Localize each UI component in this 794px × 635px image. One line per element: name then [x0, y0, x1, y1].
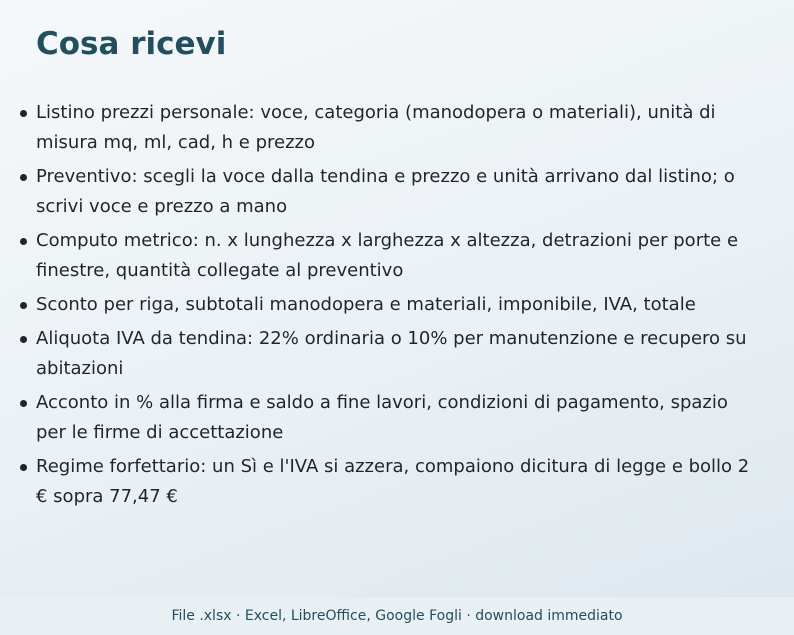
feature-list — [0, 98, 760, 516]
list-item — [0, 98, 760, 158]
bullet-icon — [20, 238, 27, 245]
list-item-text: Sconto per riga, subtotali manodopera e materiali, imponibile, IVA, totale — [36, 294, 696, 315]
list-item — [0, 324, 760, 384]
list-item-text: Acconto in % alla firma e saldo a fine lavori, condizioni di pagamento, spazio per le firme di accettazione — [36, 392, 728, 443]
list-item-text: Regime forfettario: un Sì e l'IVA si azzera, compaiono dicitura di legge e bollo 2 € sopra 77,47 € — [36, 456, 750, 507]
bullet-icon — [20, 464, 27, 471]
list-item-text: Preventivo: scegli la voce dalla tendina e prezzo e unità arrivano dal listino; o scrivi voce e prezzo a mano — [36, 166, 735, 217]
list-item — [0, 162, 760, 222]
bullet-icon — [20, 302, 27, 309]
list-item-text: Aliquota IVA da tendina: 22% ordinaria o 10% per manutenzione e recupero su abitazioni — [36, 328, 747, 379]
list-item-text: Computo metrico: n. x lunghezza x larghezza x altezza, detrazioni per porte e finestre, quantità collegate al preventivo — [36, 230, 739, 281]
page-title: Cosa ricevi — [36, 26, 227, 62]
list-item-text: Listino prezzi personale: voce, categoria (manodopera o materiali), unità di misura mq, ml, cad, h e prezzo — [36, 102, 716, 153]
bullet-icon — [20, 400, 27, 407]
footer-bar — [0, 597, 794, 635]
bullet-icon — [20, 174, 27, 181]
footer-text: File .xlsx · Excel, LibreOffice, Google Fogli · download immediato — [171, 608, 623, 624]
list-item — [0, 290, 760, 320]
list-item — [0, 452, 760, 512]
list-item — [0, 388, 760, 448]
bullet-icon — [20, 110, 27, 117]
bullet-icon — [20, 336, 27, 343]
list-item — [0, 226, 760, 286]
